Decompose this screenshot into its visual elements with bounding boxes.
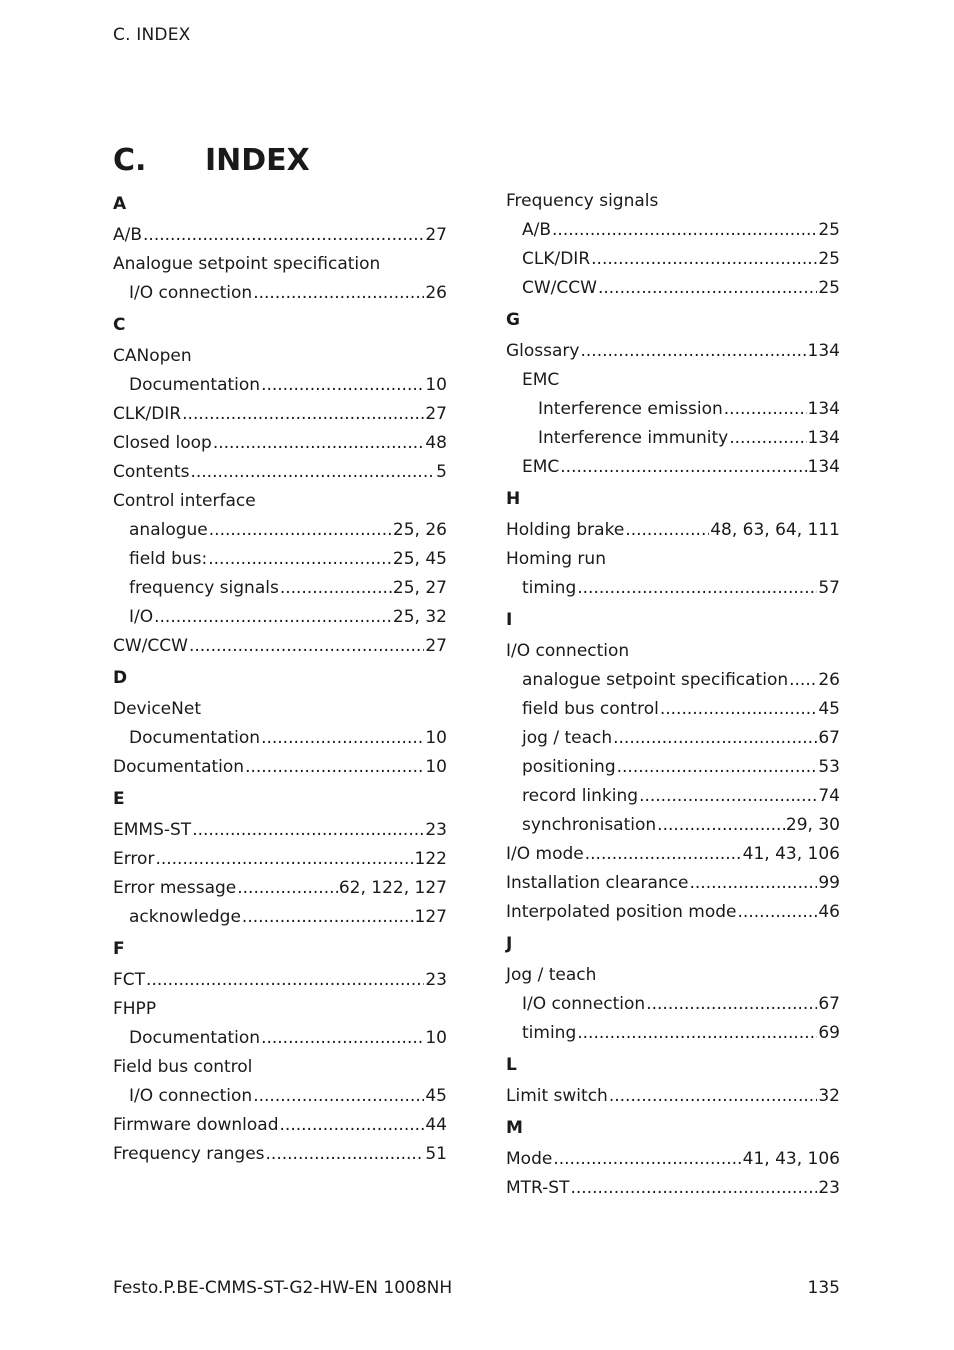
index-entry — [506, 577, 840, 606]
index-entry — [113, 461, 447, 490]
index-term: I/O — [129, 607, 154, 627]
index-term: CW/CCW — [113, 636, 188, 656]
index-term: Documentation — [113, 757, 245, 777]
index-entry — [506, 1148, 840, 1177]
index-entry — [113, 1143, 447, 1172]
index-column-left — [113, 190, 447, 1172]
index-term: Limit switch — [506, 1086, 608, 1106]
dot-leader — [585, 843, 742, 865]
index-entry — [506, 640, 840, 669]
index-page-ref: 25, 45 — [392, 549, 447, 569]
index-page-ref: 29, 30 — [785, 815, 840, 835]
index-letter-heading — [113, 311, 447, 345]
index-entry — [506, 843, 840, 872]
dot-leader — [242, 906, 414, 928]
dot-leader — [609, 1085, 818, 1107]
index-term: I/O connection — [129, 283, 253, 303]
dot-leader — [237, 877, 338, 899]
index-entry — [113, 548, 447, 577]
index-entry — [113, 727, 447, 756]
index-entry — [506, 1085, 840, 1114]
running-header: C. INDEX — [113, 25, 191, 45]
index-entry — [506, 964, 840, 993]
dot-leader — [690, 872, 818, 894]
index-entry — [113, 432, 447, 461]
index-entry — [506, 277, 840, 306]
dot-leader — [209, 519, 392, 541]
index-page-ref: 134 — [807, 428, 840, 448]
index-term: acknowledge — [129, 907, 241, 927]
chapter-number: C. — [113, 143, 147, 178]
index-entry — [506, 340, 840, 369]
dot-leader — [577, 1022, 817, 1044]
index-term: Frequency ranges — [113, 1144, 265, 1164]
index-page-ref: 41, 43, 106 — [742, 844, 840, 864]
index-page-ref: 25 — [818, 249, 840, 269]
dot-leader — [261, 374, 424, 396]
index-entry — [506, 1177, 840, 1206]
dot-leader — [724, 398, 807, 420]
index-entry — [506, 219, 840, 248]
index-entry — [113, 403, 447, 432]
index-entry — [113, 1056, 447, 1085]
index-term: Error — [113, 849, 155, 869]
dot-leader — [553, 1148, 741, 1170]
index-entry — [113, 224, 447, 253]
index-page-ref: 41, 43, 106 — [742, 1149, 840, 1169]
index-page-ref: 23 — [425, 820, 447, 840]
index-term: Mode — [506, 1149, 553, 1169]
index-term: Interpolated position mode — [506, 902, 737, 922]
index-letter-heading — [113, 785, 447, 819]
dot-leader — [660, 698, 818, 720]
dot-leader — [625, 519, 709, 541]
index-page-ref: 134 — [807, 341, 840, 361]
index-page-ref: 99 — [818, 873, 840, 893]
index-term: CLK/DIR — [522, 249, 591, 269]
index-term: FHPP — [113, 999, 157, 1019]
index-page-ref: 23 — [425, 970, 447, 990]
index-term: Glossary — [506, 341, 580, 361]
index-term: timing — [522, 578, 577, 598]
index-page-ref: 5 — [436, 462, 447, 482]
index-term: Firmware download — [113, 1115, 279, 1135]
chapter-title: INDEX — [205, 143, 310, 178]
dot-leader — [143, 224, 424, 246]
index-term: MTR-ST — [506, 1178, 570, 1198]
dot-leader — [253, 1085, 424, 1107]
index-entry — [506, 248, 840, 277]
dot-leader — [190, 461, 435, 483]
dot-leader — [646, 993, 817, 1015]
index-term: EMMS-ST — [113, 820, 192, 840]
index-term: Documentation — [129, 728, 261, 748]
index-entry — [506, 993, 840, 1022]
index-page-ref: 57 — [818, 578, 840, 598]
dot-leader — [552, 219, 817, 241]
index-page-ref: 25 — [818, 220, 840, 240]
index-letter-heading — [113, 664, 447, 698]
dot-leader — [208, 548, 392, 570]
dot-leader — [192, 819, 424, 841]
dot-leader — [189, 635, 424, 657]
index-entry — [506, 814, 840, 843]
index-letter-heading — [113, 935, 447, 969]
index-term: A/B — [522, 220, 552, 240]
dot-leader — [261, 727, 424, 749]
dot-leader — [591, 248, 817, 270]
index-entry — [506, 456, 840, 485]
index-entry — [506, 519, 840, 548]
index-page-ref: 32 — [818, 1086, 840, 1106]
index-entry — [113, 253, 447, 282]
index-entry — [113, 998, 447, 1027]
index-entry — [113, 490, 447, 519]
index-entry — [506, 727, 840, 756]
index-term: A/B — [113, 225, 143, 245]
index-term: synchronisation — [522, 815, 657, 835]
dot-leader — [657, 814, 785, 836]
dot-leader — [570, 1177, 817, 1199]
index-entry — [113, 282, 447, 311]
index-term: analogue — [129, 520, 208, 540]
index-page-ref: 69 — [818, 1023, 840, 1043]
index-page-ref: 25, 32 — [392, 607, 447, 627]
index-page-ref: 25 — [818, 278, 840, 298]
dot-leader — [280, 577, 392, 599]
index-entry — [113, 906, 447, 935]
index-term: frequency signals — [129, 578, 279, 598]
dot-leader — [580, 340, 806, 362]
index-entry — [113, 969, 447, 998]
page-title — [113, 143, 310, 178]
dot-leader — [280, 1114, 425, 1136]
index-entry — [506, 901, 840, 930]
index-letter-heading — [506, 606, 840, 640]
index-term: CANopen — [113, 346, 192, 366]
index-letter-heading — [506, 485, 840, 519]
index-page-ref: 10 — [425, 757, 447, 777]
index-term: I/O connection — [506, 641, 630, 661]
index-term: Homing run — [506, 549, 606, 569]
index-page-ref: 27 — [425, 225, 447, 245]
index-letter: I — [506, 610, 513, 630]
dot-leader — [598, 277, 817, 299]
index-page-ref: 10 — [425, 1028, 447, 1048]
index-term: Interference immunity — [538, 428, 729, 448]
index-entry — [113, 1114, 447, 1143]
index-term: Documentation — [129, 375, 261, 395]
index-term: I/O connection — [522, 994, 646, 1014]
footer-page-number: 135 — [807, 1278, 840, 1298]
index-column-right — [506, 190, 840, 1206]
index-letter-heading — [506, 306, 840, 340]
index-letter: F — [113, 939, 125, 959]
index-page-ref: 122 — [414, 849, 447, 869]
index-letter-heading — [506, 1114, 840, 1148]
index-letter: M — [506, 1118, 523, 1138]
index-entry — [506, 872, 840, 901]
index-entry — [506, 398, 840, 427]
index-page-ref: 62, 122, 127 — [338, 878, 447, 898]
index-page-ref: 27 — [425, 636, 447, 656]
dot-leader — [182, 403, 424, 425]
index-letter-heading — [506, 1051, 840, 1085]
dot-leader — [266, 1143, 425, 1165]
index-page-ref: 27 — [425, 404, 447, 424]
index-entry — [113, 374, 447, 403]
index-entry — [113, 345, 447, 374]
index-entry — [506, 669, 840, 698]
dot-leader — [213, 432, 425, 454]
index-entry — [113, 1085, 447, 1114]
index-letter: H — [506, 489, 521, 509]
index-page-ref: 25, 27 — [392, 578, 447, 598]
index-letter: D — [113, 668, 128, 688]
index-entry — [113, 877, 447, 906]
index-term: positioning — [522, 757, 616, 777]
index-entry — [506, 427, 840, 456]
index-page-ref: 51 — [425, 1144, 447, 1164]
dot-leader — [577, 577, 817, 599]
dot-leader — [261, 1027, 424, 1049]
dot-leader — [738, 901, 818, 923]
dot-leader — [613, 727, 817, 749]
index-page-ref: 45 — [818, 699, 840, 719]
index-entry — [506, 756, 840, 785]
dot-leader — [560, 456, 806, 478]
index-letter: C — [113, 315, 126, 335]
index-term: field bus control — [522, 699, 659, 719]
index-page-ref: 74 — [818, 786, 840, 806]
index-page-ref: 10 — [425, 375, 447, 395]
index-term: Error message — [113, 878, 237, 898]
index-page-ref: 23 — [818, 1178, 840, 1198]
index-page-ref: 45 — [425, 1086, 447, 1106]
index-entry — [506, 698, 840, 727]
index-page-ref: 67 — [818, 728, 840, 748]
index-term: Contents — [113, 462, 190, 482]
index-entry — [506, 785, 840, 814]
index-term: Documentation — [129, 1028, 261, 1048]
index-page-ref: 46 — [818, 902, 840, 922]
dot-leader — [154, 606, 392, 628]
dot-leader — [789, 669, 817, 691]
index-entry — [506, 548, 840, 577]
index-page-ref: 134 — [807, 399, 840, 419]
index-term: Field bus control — [113, 1057, 253, 1077]
index-entry — [113, 848, 447, 877]
index-entry — [113, 756, 447, 785]
index-page-ref: 26 — [425, 283, 447, 303]
index-letter-heading — [113, 190, 447, 224]
dot-leader — [617, 756, 818, 778]
index-term: Closed loop — [113, 433, 212, 453]
index-term: CLK/DIR — [113, 404, 182, 424]
index-term: Frequency signals — [506, 191, 659, 211]
index-letter: E — [113, 789, 125, 809]
index-term: field bus: — [129, 549, 208, 569]
index-page-ref: 48 — [425, 433, 447, 453]
index-term: Analogue setpoint specification — [113, 254, 381, 274]
index-term: analogue setpoint specification — [522, 670, 789, 690]
index-term: I/O mode — [506, 844, 584, 864]
index-entry — [113, 698, 447, 727]
index-term: record linking — [522, 786, 639, 806]
dot-leader — [155, 848, 413, 870]
index-entry — [506, 190, 840, 219]
index-page-ref: 53 — [818, 757, 840, 777]
dot-leader — [729, 427, 806, 449]
index-term: I/O connection — [129, 1086, 253, 1106]
index-term: Jog / teach — [506, 965, 597, 985]
index-term: timing — [522, 1023, 577, 1043]
index-term: jog / teach — [522, 728, 613, 748]
index-entry — [113, 819, 447, 848]
index-term: Interference emission — [538, 399, 723, 419]
dot-leader — [639, 785, 817, 807]
index-page-ref: 44 — [425, 1115, 447, 1135]
index-letter: J — [506, 934, 513, 954]
index-letter-heading — [506, 930, 840, 964]
index-entry — [506, 369, 840, 398]
index-term: Installation clearance — [506, 873, 689, 893]
index-term: Control interface — [113, 491, 256, 511]
index-page-ref: 25, 26 — [392, 520, 447, 540]
index-letter: A — [113, 194, 127, 214]
dot-leader — [253, 282, 424, 304]
index-entry — [113, 1027, 447, 1056]
index-page-ref: 10 — [425, 728, 447, 748]
index-page-ref: 134 — [807, 457, 840, 477]
index-term: DeviceNet — [113, 699, 201, 719]
index-page-ref: 127 — [414, 907, 447, 927]
index-term: EMC — [522, 457, 560, 477]
index-page-ref: 48, 63, 64, 111 — [710, 520, 840, 540]
index-term: EMC — [522, 370, 560, 390]
index-entry — [506, 1022, 840, 1051]
dot-leader — [245, 756, 424, 778]
index-term: Holding brake — [506, 520, 625, 540]
footer-document-id: Festo.P.BE-CMMS-ST-G2-HW-EN 1008NH — [113, 1278, 453, 1298]
index-entry — [113, 606, 447, 635]
index-term: CW/CCW — [522, 278, 597, 298]
index-entry — [113, 635, 447, 664]
index-page-ref: 26 — [818, 670, 840, 690]
index-letter: L — [506, 1055, 517, 1075]
index-term: FCT — [113, 970, 146, 990]
index-letter: G — [506, 310, 520, 330]
dot-leader — [146, 969, 424, 991]
index-entry — [113, 519, 447, 548]
index-page-ref: 67 — [818, 994, 840, 1014]
index-entry — [113, 577, 447, 606]
